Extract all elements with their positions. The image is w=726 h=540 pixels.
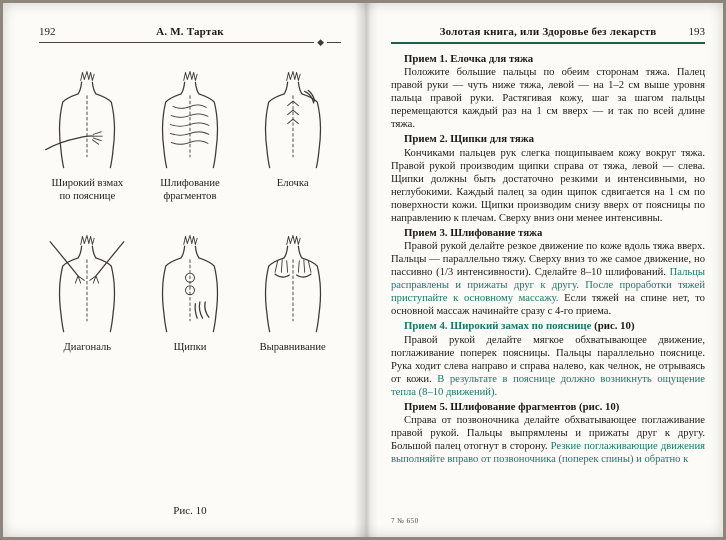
right-page: [391, 25, 705, 525]
back-polishing-fragments-illustration: [144, 67, 236, 173]
header-rule-right: [391, 42, 705, 44]
figure-cell-evening-out: [244, 231, 341, 355]
section-heading: Прием 1. Елочка для тяжа: [404, 53, 534, 65]
figure-grid: [39, 67, 341, 355]
section-paragraph: Справа от позвоночника делайте обхватывающее поглаживание правой рукой. Пальцы выпрямлены и прижаты друг к другу. Большой палец отогнут в сторону. Резкие поглаживающие движения выполняйте вправо от позвоночника (поперек спины) и обратно к: [391, 415, 705, 466]
back-pinches-illustration: [144, 231, 236, 337]
figure-caption-line: Елочка: [276, 178, 309, 189]
left-page-header: [39, 25, 341, 39]
section-heading: Прием 4. Широкий замах по пояснице (рис. 10): [404, 320, 635, 333]
figure-caption: [174, 342, 207, 355]
back-diagonal-illustration: [41, 231, 133, 337]
figure-caption-line: Выравнивание: [259, 342, 326, 354]
body-text: [391, 51, 705, 466]
section-priem-2: [391, 133, 705, 224]
page-gutter-shadow: [354, 3, 378, 537]
right-page-header: [391, 25, 705, 39]
running-title-left: А. М. Тартак: [156, 26, 224, 38]
section-priem-3: [391, 227, 705, 318]
section-heading: Прием 3. Шлифование тяжа: [404, 226, 543, 239]
figure-caption: [160, 178, 219, 203]
section-heading: Прием 5. Шлифование фрагментов (рис. 10): [404, 400, 620, 413]
section-paragraph: Положите большие пальцы по обеим сторонам тяжа. Палец правой руки — чуть ниже тяжа, левой — на 1–2 см выше уровня пальца правой руки. Растягивая кожу, шаг за шагом пальцы перемещаются каждый раз на 1 см вверх — и так по всей длине тяжа.: [391, 67, 705, 131]
header-rule-left: [39, 37, 341, 47]
figure-cell-polishing-fragments: [142, 67, 239, 203]
figure-cell-wide-sweep: [39, 67, 136, 203]
figure-cell-herringbone: [244, 67, 341, 203]
section-paragraph: Правой рукой делайте резкое движение по коже вдоль тяжа вверх. Пальцы — параллельно тяжу. Сверху вниз то же самое движение, но пассивно (1/3 интенсивности). Сделайте 8–10 шлифований. Пальцы расправлены и прижаты друг к другу. После проработки тяжей приступайте к основному массажу. Если тяжей на спине нет, то основной массаж начинайте сразу с 4-го приема.: [391, 241, 705, 318]
section-priem-1: [391, 53, 705, 131]
figure-label: Рис. 10: [173, 505, 207, 517]
left-page: [39, 25, 341, 521]
divider-ornament-icon: ◆: [314, 36, 327, 48]
figure-cell-diagonal: [39, 231, 136, 355]
section-heading: Прием 2. Щипки для тяжа: [404, 133, 534, 146]
figure-caption-line: Шлифование: [160, 178, 220, 189]
figure-caption-line: Диагональ: [63, 342, 112, 354]
back-wide-sweep-illustration: [41, 67, 133, 173]
section-priem-4: [391, 320, 705, 398]
press-signature-mark: 7 № 650: [391, 517, 419, 525]
figure-cell-pinches: [142, 231, 239, 355]
section-priem-5: [391, 401, 705, 466]
running-title-right: Золотая книга, или Здоровье без лекарств: [439, 26, 657, 38]
page-number-left: 192: [39, 26, 56, 38]
figure-caption-line: Щипки: [173, 342, 207, 354]
figure-caption: [277, 178, 309, 191]
book-spread: [3, 3, 723, 537]
section-paragraph: Правой рукой делайте мягкое обхватывающее движение, поглаживание поперек поясницы. Пальцы параллельно пояснице. Рука ходит слева направо и справа налево, как челнок, не отрываясь от кожи. В результате в пояснице должно возникнуть ощущение тепла (8–10 движений).: [391, 334, 705, 398]
figure-caption-line: Широкий взмах: [51, 178, 124, 189]
figure-caption: [51, 178, 123, 203]
section-paragraph: Кончиками пальцев рук слегка пощипываем кожу вокруг тяжа. Правой рукой производим щипки справа от тяжа, левой — слева. Щипки должны быть достаточно резкими и интенсивными, но неглубокими. Каждый палец за один щипок сдвигается на 1 см по поверхности кожи. Щипки производим снизу вверх от поясницы по направлению к плечам. Сверху вниз они менее интенсивны.: [391, 147, 705, 224]
figure-caption: [260, 342, 326, 355]
figure-caption-line: фрагментов: [163, 190, 217, 202]
back-evening-out-illustration: [247, 231, 339, 337]
back-herringbone-illustration: [247, 67, 339, 173]
figure-caption: [64, 342, 112, 355]
figure-caption-line: по пояснице: [59, 190, 116, 202]
page-number-right: 193: [688, 26, 705, 38]
